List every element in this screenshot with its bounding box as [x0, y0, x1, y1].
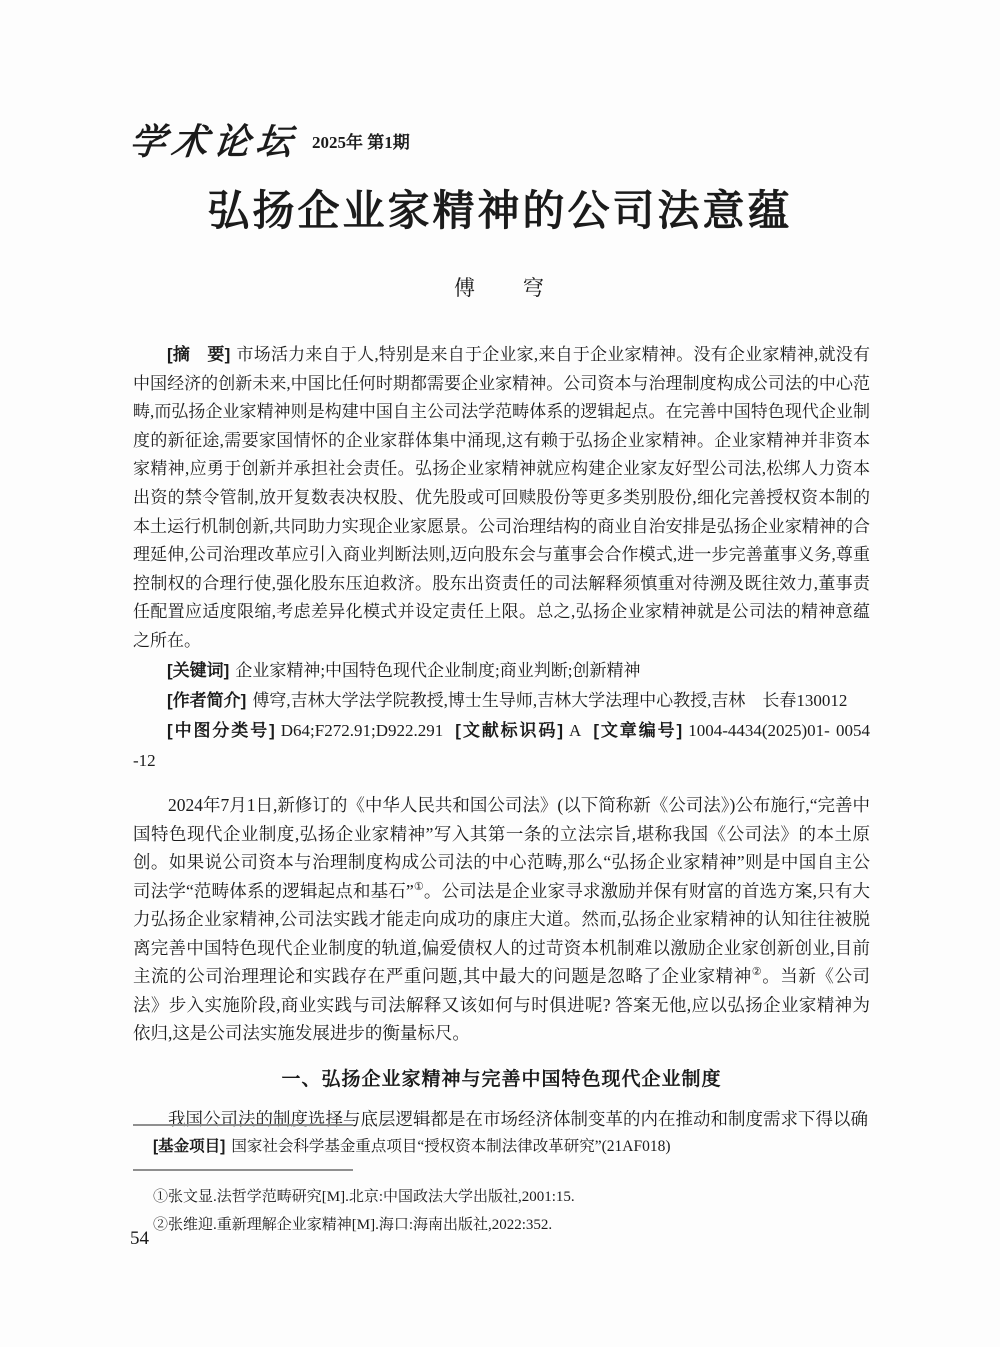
article-no-value: 1004-4434(2025)01- 0054 -12 — [133, 720, 870, 770]
classification-line — [133, 716, 870, 776]
section-1-heading: 一、弘扬企业家精神与完善中国特色现代企业制度 — [281, 1068, 722, 1090]
clc-label: [中图分类号] — [167, 720, 275, 740]
body-paragraph-1-text-a: 2024年7月1日,新修订的《中华人民共和国公司法》(以下简称新《公司法》)公布施行,“完善中国特色现代企业制度,弘扬企业家精神”写入其第一条的立法宗旨,堪称我国《公司法》的本土原创。如果说公司资本与治理制度构成公司法的中心范畴,那么“弘扬企业家精神”则是中国自主公司法学“范畴体系的逻辑起点和基石” — [133, 795, 870, 901]
article-body — [133, 791, 870, 1133]
article-no-label: [文章编号] — [593, 720, 683, 740]
article-author: 傅 穹 — [454, 276, 546, 300]
author-bio-text: 傅穹,吉林大学法学院教授,博士生导师,吉林大学法理中心教授,吉林 长春130012 — [252, 690, 848, 710]
abstract-label: [摘 要] — [167, 345, 231, 364]
journal-issue: 2025年 第1期 — [312, 133, 410, 152]
footnote-marker-1: ① — [413, 880, 424, 893]
body-paragraph-1 — [133, 791, 870, 1048]
keywords-text: 企业家精神;中国特色现代企业制度;商业判断;创新精神 — [235, 660, 641, 680]
fund-text: 国家社会科学基金重点项目“授权资本制法律改革研究”(21AF018) — [231, 1138, 671, 1155]
journal-logo: 学术论坛 — [127, 122, 300, 162]
keywords-line — [133, 656, 870, 686]
abstract-paragraph — [133, 341, 870, 656]
journal-masthead — [127, 114, 410, 165]
doc-code-label: [文献标识码] — [455, 720, 564, 740]
author-bio-label: [作者简介] — [167, 690, 247, 710]
author-bio-line — [133, 686, 870, 716]
abstract-text: 市场活力来自于人,特别是来自于企业家,来自于企业家精神。没有企业家精神,就没有中国经济的创新未来,中国比任何时期都需要企业家精神。公司资本与治理制度构成公司法的中心范畴,而弘扬企业家精神则是构建中国自主公司法学范畴体系的逻辑起点。在完善中国特色现代企业制度的新征途,需要家国情怀的企业家群体集中涌现,这有赖于弘扬企业家精神。企业家精神并非资本家精神,应勇于创新并承担社会责任。弘扬企业家精神就应构建企业家友好型公司法,松绑人力资本出资的禁令管制,放开复数表决权股、优先股或可回赎股份等更多类别股份,细化完善授权资本制的本土运行机制创新,共同助力实现企业家愿景。公司治理结构的商业自治安排是弘扬企业家精神的合理延伸,公司治理改革应引入商业判断法则,迈向股东会与董事会合作模式,进一步完善董事义务,尊重控制权的合理行使,强化股东压迫救济。股东出资责任的司法解释须慎重对待溯及既往效力,董事责任配置应适度限缩,考虑差异化模式并设定责任上限。总之,弘扬企业家精神就是公司法的精神意蕴之所在。 — [133, 345, 870, 650]
footnote-1: ①张文显.法哲学范畴研究[M].北京:中国政法大学出版社,2001:15. — [153, 1189, 575, 1205]
body-paragraph-2: 我国公司法的制度选择与底层逻辑都是在市场经济体制变革的内在推动和制度需求下得以确 — [168, 1108, 868, 1129]
fund-label: [基金项目] — [153, 1138, 226, 1155]
article-title: 弘扬企业家精神的公司法意蕴 — [207, 189, 793, 235]
body-paragraph-1-text-c: 。当新《公司法》步入实施阶段,商业实践与司法解释又该如何与时俱进呢? 答案无他,应以弘扬企业家精神为依归,这是公司法实施发展进步的衡量标尺。 — [133, 966, 870, 1043]
page-number: 54 — [130, 1228, 149, 1249]
footnote-2: ②张维迎.重新理解企业家精神[M].海口:海南出版社,2022:352. — [153, 1217, 553, 1233]
footnote-separator-rule — [133, 1169, 353, 1171]
page-footer — [133, 1124, 870, 1239]
footnote-marker-2: ② — [751, 966, 763, 979]
keywords-label: [关键词] — [167, 660, 230, 680]
fund-separator-rule — [133, 1124, 353, 1126]
doc-code-value: A — [569, 720, 582, 740]
body-paragraph-1-text-b: 。公司法是企业家寻求激励并保有财富的首选方案,只有大力弘扬企业家精神,公司法实践才能走向成功的康庄大道。然而,弘扬企业家精神的认知往往被脱离完善中国特色现代企业制度的轨道,偏爱债权人的过苛资本机制难以激励企业家创新创业,目前主流的公司治理理论和实践存在严重问题,其中最大的问题是忽略了企业家精神 — [133, 880, 870, 986]
footnotes-block — [133, 1183, 870, 1239]
clc-value: D64;F272.91;D922.291 — [280, 720, 444, 740]
fund-project-line — [133, 1135, 870, 1159]
front-matter — [133, 341, 870, 776]
